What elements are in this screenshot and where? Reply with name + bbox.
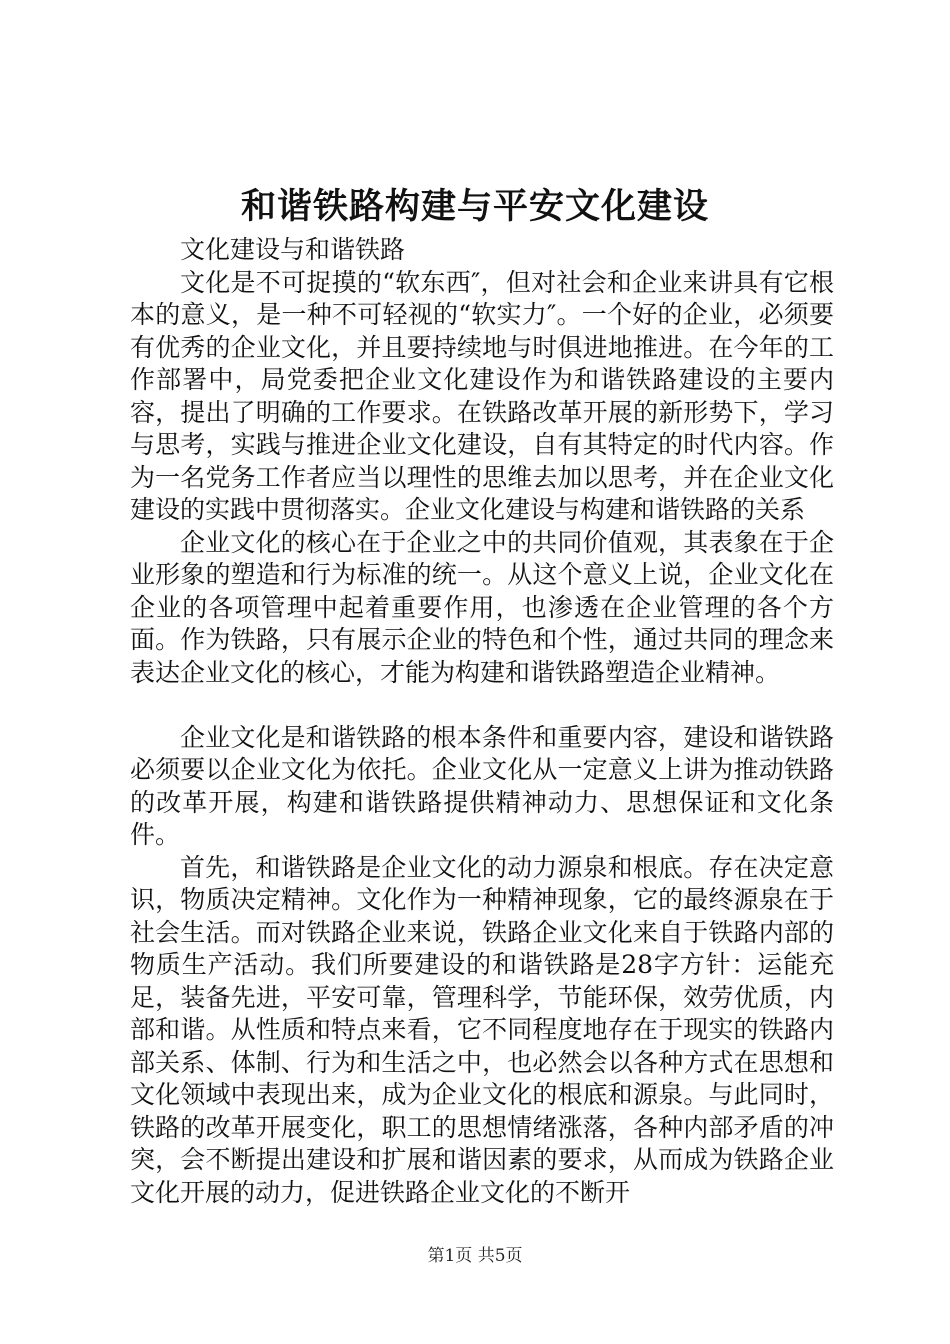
section-heading: 文化建设与和谐铁路: [180, 235, 406, 264]
page-footer: 第1页 共5页: [427, 1246, 523, 1266]
paragraph-gap: [130, 689, 834, 722]
paragraph-1: 文化是不可捉摸的“软东西″，但对社会和企业来讲具有它根本的意义，是一种不可轻视的“软实力″。一个好的企业，必须要有优秀的企业文化，并且要持续地与时俱进地推进。在今年的工作部署中，局党委把企业文化建设作为和谐铁路建设的主要内容，提出了明确的工作要求。在铁路改革开展的新形势下，学习与思考，实践与推进企业文化建设，自有其特定的时代内容。作为一名党务工作者应当以理性的思维去加以思考，并在企业文化建设的实践中贯彻落实。企业文化建设与构建和谐铁路的关系: [130, 267, 834, 524]
document-title: 和谐铁路构建与平安文化建设: [240, 186, 709, 227]
document-body: [130, 234, 834, 1209]
paragraph-2: 企业文化的核心在于企业之中的共同价值观，其表象在于企业形象的塑造和行为标准的统一。从这个意义上说，企业文化在企业的各项管理中起着重要作用，也渗透在企业管理的各个方面。作为铁路，只有展示企业的特色和个性，通过共同的理念来表达企业文化的核心，才能为构建和谐铁路塑造企业精神。: [130, 527, 834, 687]
paragraph-4: 首先，和谐铁路是企业文化的动力源泉和根底。存在决定意识，物质决定精神。文化作为一种精神现象，它的最终源泉在于社会生活。而对铁路企业来说，铁路企业文化来自于铁路内部的物质生产活动。我们所要建设的和谐铁路是28字方针：运能充足，装备先进，平安可靠，管理科学，节能环保，效劳优质，内部和谐。从性质和特点来看，它不同程度地存在于现实的铁路内部关系、体制、行为和生活之中，也必然会以各种方式在思想和文化领域中表现出来，成为企业文化的根底和源泉。与此同时，铁路的改革开展变化，职工的思想情绪涨落，各种内部矛盾的冲突，会不断提出建设和扩展和谐因素的要求，从而成为铁路企业文化开展的动力，促进铁路企业文化的不断开: [130, 852, 834, 1207]
paragraph-3: 企业文化是和谐铁路的根本条件和重要内容，建设和谐铁路必须要以企业文化为依托。企业文化从一定意义上讲为推动铁路的改革开展，构建和谐铁路提供精神动力、思想保证和文化条件。: [130, 722, 834, 849]
